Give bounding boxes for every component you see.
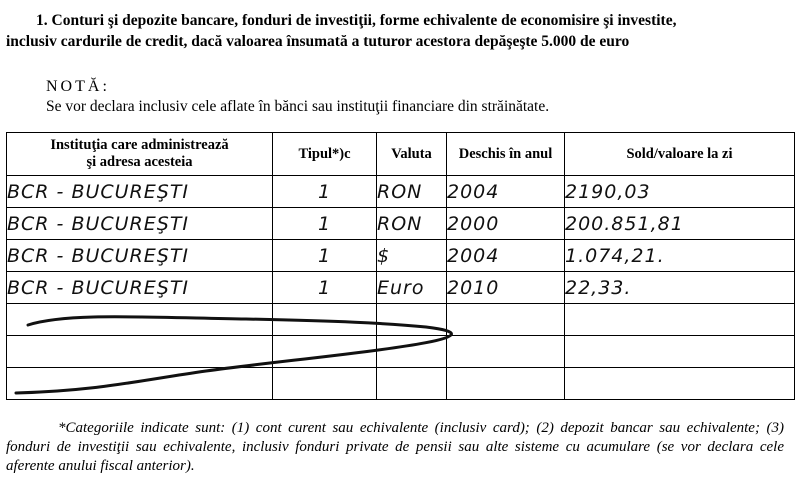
cell-currency: $	[377, 240, 447, 272]
cell-year: 2004	[447, 176, 565, 208]
cross-out-stroke	[6, 305, 794, 397]
footnote: *Categoriile indicate sunt: (1) cont curent sau echivalente (inclusiv card); (2) depozit bancar sau echivalente; (3) fonduri de investiţii sau echivalente, inclusiv fonduri private de pensii sau alte sisteme cu acumulare (se vor declara cele aferente anului fiscal anterior).	[6, 420, 784, 474]
cell-currency: RON	[377, 208, 447, 240]
cell-type: 1	[273, 272, 377, 304]
note-label: NOTĂ:	[46, 78, 110, 95]
cell-year: 2000	[447, 208, 565, 240]
cell-balance: 200.851,81	[565, 208, 795, 240]
cell-balance: 2190,03	[565, 176, 795, 208]
table-row	[7, 240, 795, 272]
col-header-institution	[7, 133, 273, 176]
cell-type: 1	[273, 208, 377, 240]
col-header-institution-line1: Instituţia care administrează	[50, 137, 229, 153]
cell-currency: RON	[377, 176, 447, 208]
table-row	[7, 176, 795, 208]
cell-institution: BCR - BUCUREŞTI	[7, 272, 273, 304]
col-header-balance: Sold/valoare la zi	[565, 133, 795, 176]
cell-year: 2010	[447, 272, 565, 304]
table-row	[7, 272, 795, 304]
col-header-opened: Deschis în anul	[447, 133, 565, 176]
table-header-row	[7, 133, 795, 176]
cell-balance: 22,33.	[565, 272, 795, 304]
cell-institution: BCR - BUCUREŞTI	[7, 240, 273, 272]
cell-institution: BCR - BUCUREŞTI	[7, 176, 273, 208]
cell-institution: BCR - BUCUREŞTI	[7, 208, 273, 240]
note-text: Se vor declara inclusiv cele aflate în bănci sau instituţii financiare din străinătate.	[46, 98, 550, 115]
section-heading-line2: inclusiv cardurile de credit, dacă valoarea însumată a tuturor acestora depăşeşte 5.000 de euro	[6, 33, 630, 50]
cell-year: 2004	[447, 240, 565, 272]
section-heading-line1: 1. Conturi şi depozite bancare, fonduri de investiţii, forme echivalente de economisire şi investite,	[36, 12, 677, 29]
cell-type: 1	[273, 240, 377, 272]
col-header-institution-line2: şi adresa acesteia	[86, 154, 193, 170]
cell-type: 1	[273, 176, 377, 208]
table-row	[7, 208, 795, 240]
cell-currency: Euro	[377, 272, 447, 304]
col-header-type: Tipul*)c	[273, 133, 377, 176]
section-heading	[6, 10, 796, 52]
cell-balance: 1.074,21.	[565, 240, 795, 272]
col-header-currency: Valuta	[377, 133, 447, 176]
